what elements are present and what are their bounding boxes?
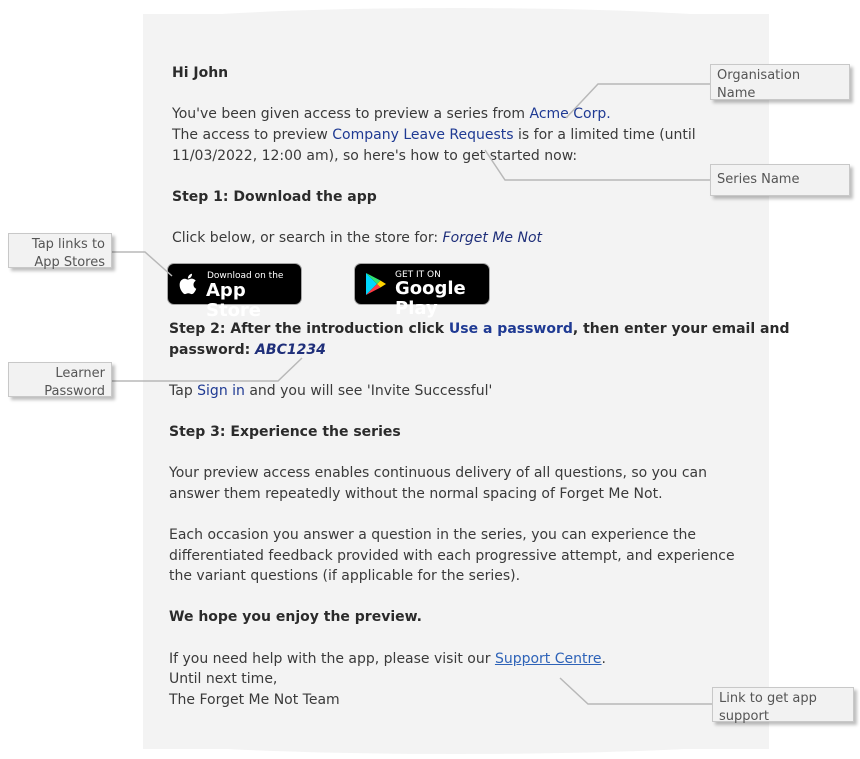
callout-org-line1: Organisation (717, 68, 801, 83)
use-password-link[interactable]: Use a password (448, 321, 573, 337)
learner-password: ABC1234 (255, 342, 326, 358)
paper-edge-bottom (143, 738, 769, 754)
help-suffix: . (601, 651, 606, 667)
para1-line2: answer them repeatedly without the normal spacing of Forget Me Not. (169, 486, 663, 502)
callout-series-line1: Series Name (717, 172, 800, 187)
org-name-link[interactable]: Acme Corp. (529, 106, 611, 122)
callout-organisation-name (710, 64, 850, 100)
step2-suffix: , then enter your email and (572, 321, 790, 337)
tap-line (169, 381, 492, 402)
google-play-button[interactable] (354, 263, 490, 319)
callout-org-line2: Name (717, 86, 756, 101)
apple-icon (178, 272, 200, 296)
callout-support-line2: support (719, 709, 769, 724)
app-store-big-text: App Store (206, 280, 262, 321)
para2-line3: the variant questions (if applicable for the series). (169, 568, 521, 584)
greeting: Hi John (172, 65, 229, 81)
access-text: The access to preview (172, 127, 333, 143)
password-label: password: (169, 342, 256, 358)
signoff-line1: Until next time, (169, 671, 278, 687)
callout-app-support (712, 687, 854, 722)
callout-series-name (710, 164, 850, 196)
app-store-small-text: Download on the (207, 271, 284, 281)
help-line (169, 649, 606, 670)
access-suffix: is for a limited time (until (513, 127, 696, 143)
step3-heading: Step 3: Experience the series (169, 424, 401, 440)
tap-text: Tap (169, 383, 198, 399)
series-name-link[interactable]: Company Leave Requests (332, 127, 514, 143)
sign-in-link[interactable]: Sign in (197, 383, 245, 399)
callout-learner-password (8, 362, 112, 397)
google-play-icon (365, 272, 387, 296)
help-text: If you need help with the app, please visit our (169, 651, 495, 667)
step2-line-2 (169, 340, 326, 361)
callout-password-line2: Password (44, 384, 105, 399)
callout-app-stores (8, 233, 112, 268)
para1-line1: Your preview access enables continuous delivery of all questions, so you can (169, 465, 707, 481)
app-name: Forget Me Not (442, 230, 542, 246)
step2-text: Step 2: After the introduction click (169, 321, 449, 337)
signoff-line2: The Forget Me Not Team (169, 692, 340, 708)
search-line (172, 228, 542, 249)
callout-stores-line2: App Stores (34, 255, 105, 270)
search-text: Click below, or search in the store for: (172, 230, 443, 246)
intro-line (172, 104, 611, 125)
step2-heading (169, 319, 789, 340)
google-play-small-text: GET IT ON (395, 270, 441, 280)
tap-suffix: and you will see 'Invite Successful' (244, 383, 493, 399)
support-centre-link[interactable]: Support Centre (494, 651, 602, 667)
google-play-big-text: Google Play (395, 278, 466, 319)
intro-text: You've been given access to preview a series from (172, 106, 530, 122)
access-line (172, 125, 696, 146)
callout-stores-line1: Tap links to (31, 237, 105, 252)
para2-line2: differentiated feedback provided with each progressive attempt, and experience (169, 548, 735, 564)
app-store-button[interactable] (167, 263, 302, 321)
para2-line1: Each occasion you answer a question in the series, you can experience the (169, 527, 697, 543)
step1-heading: Step 1: Download the app (172, 189, 377, 205)
callout-password-line1: Learner (55, 366, 105, 381)
callout-support-line1: Link to get app (719, 691, 817, 706)
hope-text: We hope you enjoy the preview. (169, 609, 422, 625)
access-line-2: 11/03/2022, 12:00 am), so here's how to get started now: (172, 148, 578, 164)
